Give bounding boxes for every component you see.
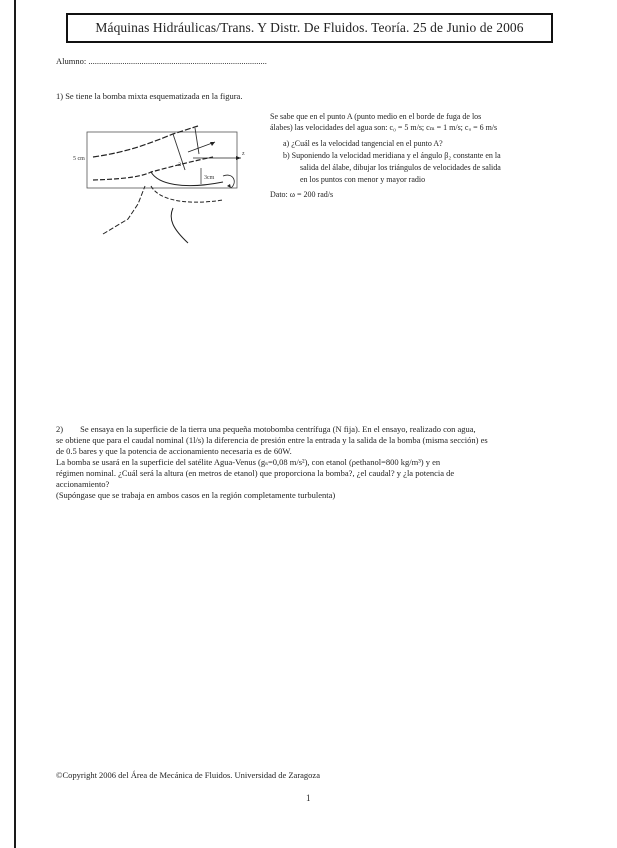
footer-copyright: ©Copyright 2006 del Área de Mecánica de Fluidos. Universidad de Zaragoza bbox=[56, 770, 320, 780]
p1-intro-line1: Se sabe que en el punto A (punto medio en el borde de fuga de los bbox=[270, 112, 482, 121]
problem2-block bbox=[56, 424, 568, 501]
student-line bbox=[56, 56, 267, 66]
label-a: a bbox=[178, 160, 182, 168]
p2-number: 2) bbox=[56, 424, 64, 434]
p1-velocities: c₀ = 5 m/s; cₘ = 1 m/s; cᵤ = 6 m/s bbox=[389, 123, 498, 132]
p1-intro-text: álabes) las velocidades del agua son: bbox=[270, 123, 388, 132]
page-number: 1 bbox=[306, 793, 311, 803]
p2-line1-text: Se ensaya en la superficie de la tierra una pequeña motobomba centrífuga (N fija). En el ensayo, realizado con agua, bbox=[80, 424, 476, 434]
p1-item-b-3: en los puntos con menor y mayor radio bbox=[300, 175, 426, 184]
p2-line2: se obtiene que para el caudal nominal (1l/s) la diferencia de presión entre la entrada y la salida de la bomba (misma sección) es bbox=[56, 435, 488, 445]
p2-line7: (Supóngase que se trabaja en ambos casos en la región completamente turbulenta) bbox=[56, 490, 336, 500]
p2-line6: accionamiento? bbox=[56, 479, 110, 489]
label-z: z bbox=[242, 151, 245, 157]
problem1-statement: 1) Se tiene la bomba mixta esquematizada en la figura. bbox=[56, 91, 243, 101]
p2-line4: La bomba se usará en la superficie del satélite Agua-Venus (gₛ=0,08 m/s²), con etanol (ρethanol=800 kg/m³) y en bbox=[56, 457, 441, 467]
p2-line1 bbox=[56, 424, 568, 435]
title-text: Máquinas Hidráulicas/Trans. Y Distr. De Fluidos. Teoría. 25 de Junio de 2006 bbox=[95, 20, 524, 35]
student-dots: .................................................................................... bbox=[88, 56, 267, 66]
p1-intro-line2 bbox=[270, 123, 497, 133]
p1-item-a: a) ¿Cuál es la velocidad tangencial en el punto A? bbox=[283, 139, 443, 148]
pump-figure bbox=[73, 124, 248, 244]
student-label: Alumno: bbox=[56, 56, 87, 66]
p2-line5: régimen nominal. ¿Cuál será la altura (en metros de etanol) que proporciona la bomba?, ¿el caudal? y ¿la potencia de bbox=[56, 468, 455, 478]
label-5cm: 5 cm bbox=[73, 156, 85, 162]
label-3cm: 3cm bbox=[204, 175, 215, 181]
p1-item-b-1: b) Suponiendo la velocidad meridiana y el ángulo β₂ constante en la bbox=[283, 151, 501, 160]
p1-data: Dato: ω = 200 rad/s bbox=[270, 190, 334, 199]
p2-line3: de 0.5 bares y que la potencia de accionamiento necesaria es de 60W. bbox=[56, 446, 292, 456]
page-left-edge bbox=[14, 0, 16, 848]
page-title bbox=[66, 13, 553, 43]
p1-item-b-2: salida del álabe, dibujar los triángulos de velocidades de salida bbox=[300, 163, 501, 172]
